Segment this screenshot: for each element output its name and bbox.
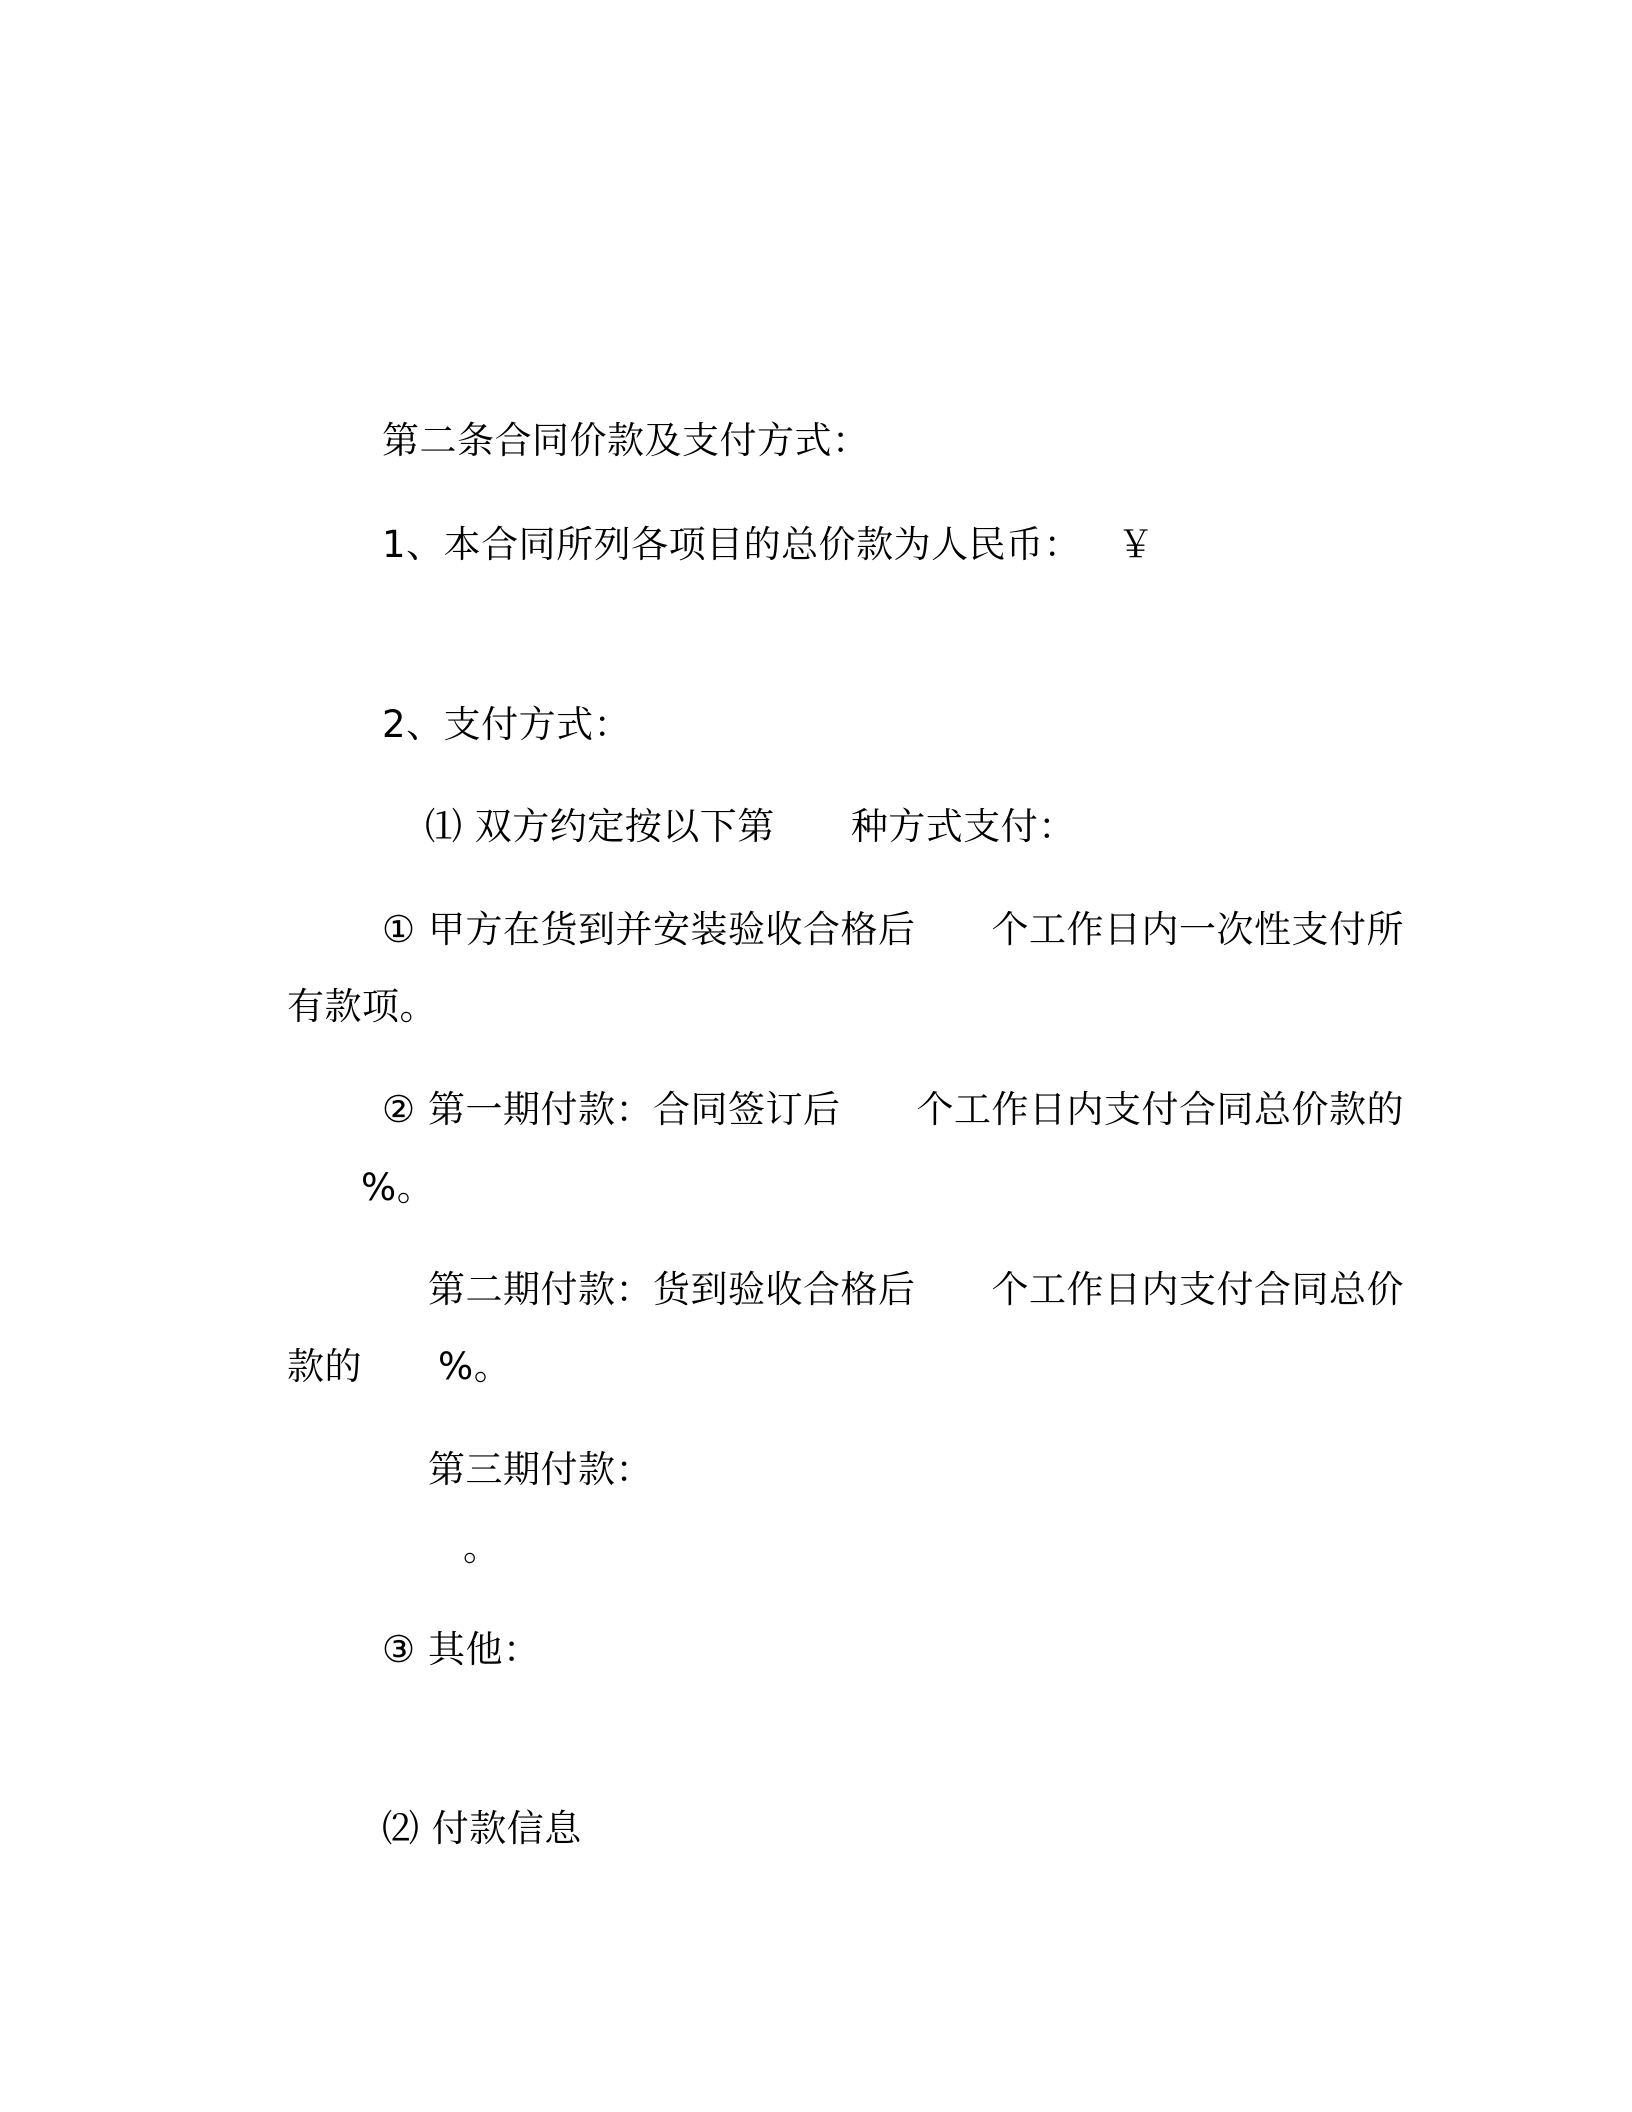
third-installment-cont: 。 [463, 1526, 501, 1569]
second-installment-cont-prefix: 款的 [287, 1345, 363, 1388]
option-2-prefix: ② 第一期付款：合同签订后 [382, 1088, 841, 1131]
item-2-label: 2、支付方式： [382, 703, 632, 746]
option-1 [333, 864, 1404, 996]
sub-item-2 [333, 1763, 582, 1895]
option-1-prefix: ① 甲方在货到并安装验收合格后 [382, 908, 916, 951]
option-2-cont: %。 [361, 1166, 435, 1209]
option-3-label: ③ 其他： [382, 1628, 541, 1671]
section-heading-text: 第二条合同价款及支付方式： [382, 419, 870, 462]
option-2-suffix: 个工作日内支付合同总价款的 [916, 1088, 1404, 1131]
second-installment-prefix: 第二期付款：货到验收合格后 [428, 1268, 916, 1311]
third-installment-label: 第三期付款： [428, 1448, 654, 1491]
currency-symbol: ￥ [1117, 523, 1155, 566]
sub-item-1-prefix: ⑴ 双方约定按以下第 [425, 805, 775, 848]
sub-item-2-label: ⑵ 付款信息 [382, 1807, 582, 1850]
option-3 [333, 1584, 540, 1716]
option-1-suffix: 个工作日内一次性支付所 [991, 908, 1404, 951]
option-2 [333, 1044, 1404, 1176]
item-1 [333, 479, 1155, 611]
item-1-label: 1、本合同所列各项目的总价款为人民币： [382, 523, 1082, 566]
option-2-second-installment [379, 1224, 1404, 1356]
sub-item-1-suffix: 种方式支付： [850, 805, 1076, 848]
second-installment-suffix: 个工作日内支付合同总价 [991, 1268, 1405, 1311]
option-1-cont: 有款项。 [287, 985, 438, 1028]
second-installment-cont-suffix: %。 [438, 1345, 512, 1388]
